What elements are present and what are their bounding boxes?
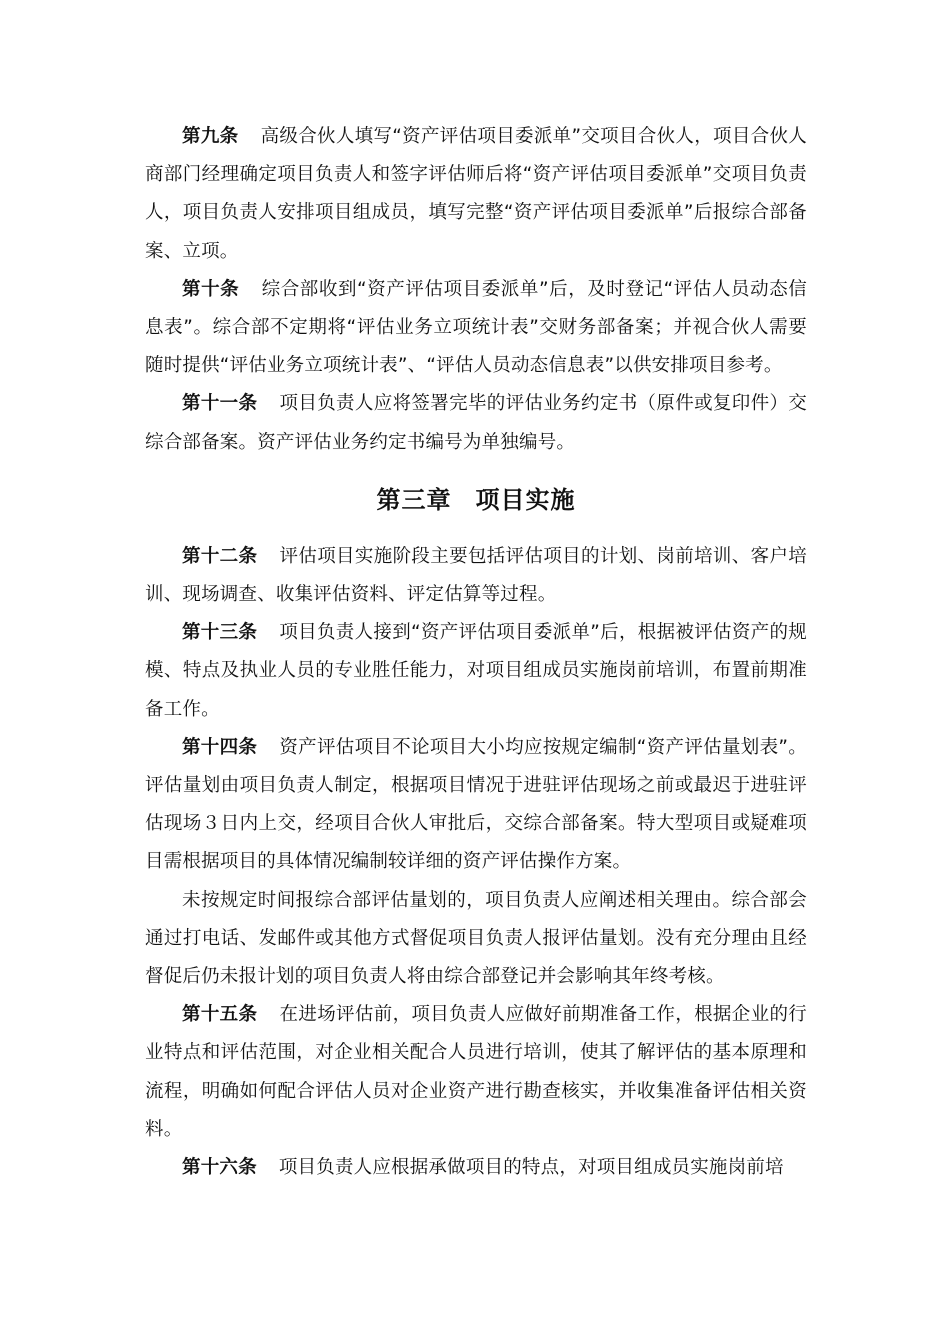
article-9 (145, 118, 807, 271)
article-label: 第十条 (182, 278, 240, 300)
article-text: 项目负责人应根据承做项目的特点，对项目组成员实施岗前培 (278, 1157, 784, 1179)
article-text: 项目负责人接到“资产评估项目委派单”后，根据被评估资产的规模、特点及执业人员的专业胜任能力，对项目组成员实施岗前培训，布置前期准备工作。 (145, 622, 807, 720)
article-text: 综合部收到“资产评估项目委派单”后，及时登记“评估人员动态信息表”。综合部不定期将“评估业务立项统计表”交财务部备案；并视合伙人需要随时提供“评估业务立项统计表”、“评估人员动态信息表”以供安排项目参考。 (145, 278, 807, 377)
article-text: 高级合伙人填写“资产评估项目委派单”交项目合伙人，项目合伙人商部门经理确定项目负责人和签字评估师后将“资产评估项目委派单”交项目负责人，项目负责人安排项目组成员，填写完整“资产评估项目委派单”后报综合部备案、立项。 (145, 126, 808, 262)
article-label: 第十二条 (182, 545, 258, 567)
article-12 (145, 538, 807, 614)
article-text: 项目负责人应将签署完毕的评估业务约定书（原件或复印件）交综合部备案。资产评估业务约定书编号为单独编号。 (145, 393, 807, 453)
article-14 (145, 729, 807, 882)
article-10 (145, 271, 807, 386)
article-label: 第十五条 (182, 1004, 258, 1026)
chapter-title: 项目实施 (475, 485, 576, 514)
article-13 (145, 614, 807, 729)
article-label: 第十四条 (182, 736, 258, 758)
article-11 (145, 385, 807, 461)
chapter-heading (145, 482, 807, 518)
article-text: 评估项目实施阶段主要包括评估项目的计划、岗前培训、客户培训、现场调查、收集评估资料、评定估算等过程。 (145, 545, 807, 606)
article-label: 第十三条 (182, 622, 258, 644)
article-16 (145, 1149, 807, 1187)
article-label: 第十六条 (182, 1157, 257, 1179)
article-text: 在进场评估前，项目负责人应做好前期准备工作，根据企业的行业特点和评估范围，对企业相关配合人员进行培训，使其了解评估的基本原理和流程，明确如何配合评估人员对企业资产进行勘查核实，并收集准备评估相关资料。 (145, 1004, 807, 1140)
chapter-number: 第三章 (376, 485, 452, 514)
article-label: 第十一条 (182, 393, 258, 415)
article-label: 第九条 (182, 126, 239, 147)
document-page (145, 118, 807, 1187)
article-15 (145, 996, 807, 1149)
body-paragraph: 未按规定时间报综合部评估量划的，项目负责人应阐述相关理由。综合部会通过打电话、发邮件或其他方式督促项目负责人报评估量划。没有充分理由且经督促后仍未报计划的项目负责人将由综合部登记并会影响其年终考核。 (145, 889, 807, 988)
article-text: 资产评估项目不论项目大小均应按规定编制“资产评估量划表”。评估量划由项目负责人制定，根据项目情况于进驻评估现场之前或最迟于进驻评估现场３日内上交，经项目合伙人审批后，交综合部备案。特大型项目或疑难项目需根据项目的具体情况编制较详细的资产评估操作方案。 (145, 736, 807, 873)
